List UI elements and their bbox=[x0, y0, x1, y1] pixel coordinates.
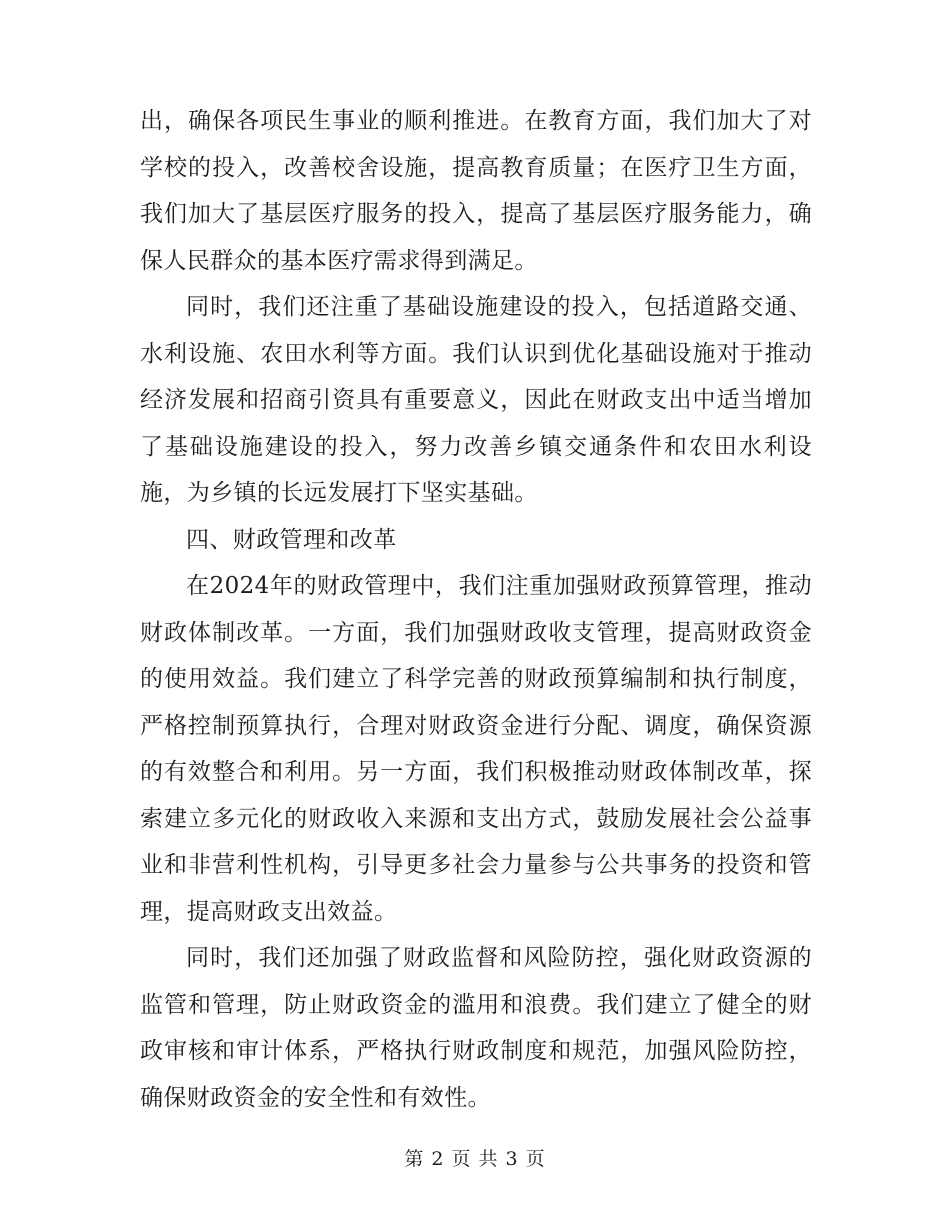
page-number-footer: 第 2 页 共 3 页 bbox=[404, 1148, 546, 1170]
paragraph-finance-management: 在2024年的财政管理中，我们注重加强财政预算管理，推动财政体制改革。一方面，我们加强财政收支管理，提高财政资金的使用效益。我们建立了科学完善的财政预算编制和执行制度，严格控制预算执行，合理对财政资金进行分配、调度，确保资源的有效整合和利用。另一方面，我们积极推动财政体制改革，探索建立多元化的财政收入来源和支出方式，鼓励发展社会公益事业和非营利性机构，引导更多社会力量参与公共事务的投资和管理，提高财政支出效益。 bbox=[140, 573, 812, 925]
paragraph-infrastructure: 同时，我们还注重了基础设施建设的投入，包括道路交通、水利设施、农田水利等方面。我们认识到优化基础设施对于推动经济发展和招商引资具有重要意义，因此在财政支出中适当增加了基础设施建设的投入，努力改善乡镇交通条件和农田水利设施，为乡镇的长远发展打下坚实基础。 bbox=[140, 294, 812, 506]
section-heading-finance-management: 四、财政管理和改革 bbox=[186, 526, 397, 553]
paragraph-continuation: 出，确保各项民生事业的顺利推进。在教育方面，我们加大了对学校的投入，改善校舍设施，提高教育质量；在医疗卫生方面，我们加大了基层医疗服务的投入，提高了基层医疗服务能力，确保人民群众的基本医疗需求得到满足。 bbox=[140, 108, 812, 274]
paragraph-supervision: 同时，我们还加强了财政监督和风险防控，强化财政资源的监管和管理，防止财政资金的滥用和浪费。我们建立了健全的财政审核和审计体系，严格执行财政制度和规范，加强风险防控，确保财政资金的安全性和有效性。 bbox=[140, 945, 812, 1111]
document-body bbox=[140, 98, 812, 1121]
